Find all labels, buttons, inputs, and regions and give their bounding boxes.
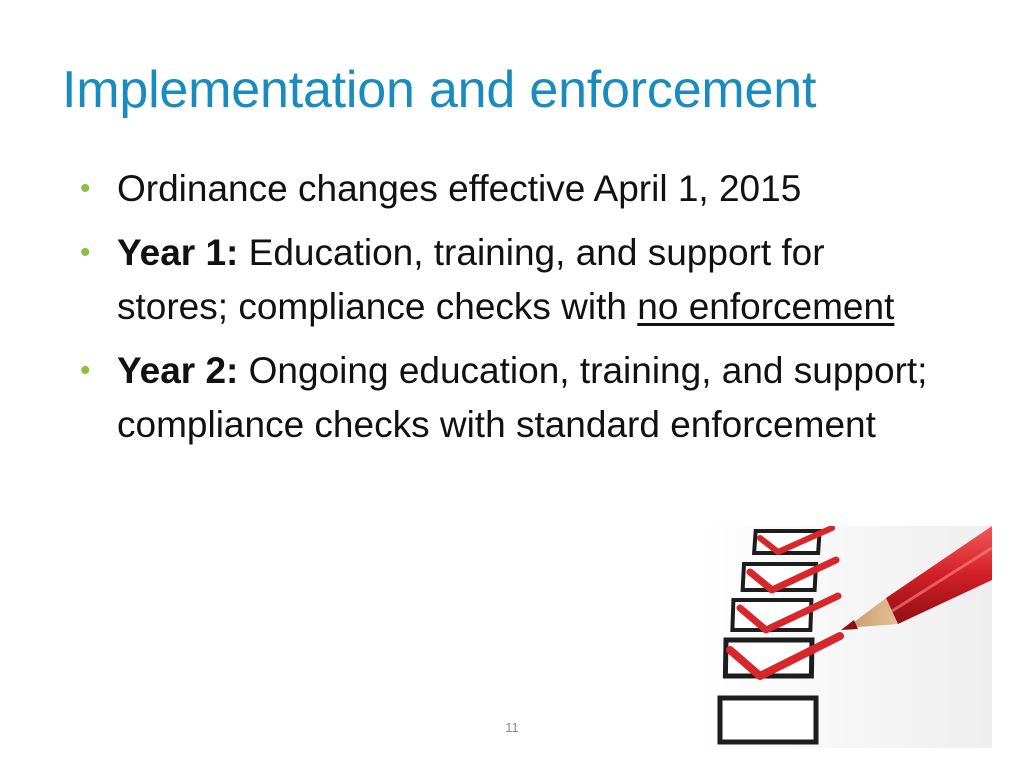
bullet-item-year-2 — [80, 344, 940, 452]
checkbox-icon — [720, 698, 816, 742]
page-number: 11 — [505, 720, 519, 735]
bullet-item-year-1 — [80, 226, 940, 334]
bullet-text: Education, training, and support for stores; compliance checks with — [117, 232, 825, 327]
bullet-label: Year 1: — [117, 232, 239, 273]
checklist-pencil-image — [698, 526, 992, 748]
bullet-dot-icon: • — [80, 172, 91, 205]
bullet-label: Year 2: — [117, 350, 239, 391]
slide-title: Implementation and enforcement — [62, 61, 817, 119]
bullet-underlined-text: no enforcement — [637, 286, 895, 327]
bullet-text: Ordinance changes effective April 1, 2015 — [117, 168, 802, 209]
bullet-text: Ongoing education, training, and support; compliance checks with standard enforcement — [117, 350, 928, 445]
bullet-dot-icon: • — [80, 236, 91, 269]
bullet-list — [80, 162, 940, 462]
bullet-item-effective-date — [80, 162, 940, 216]
bullet-dot-icon: • — [80, 354, 91, 387]
